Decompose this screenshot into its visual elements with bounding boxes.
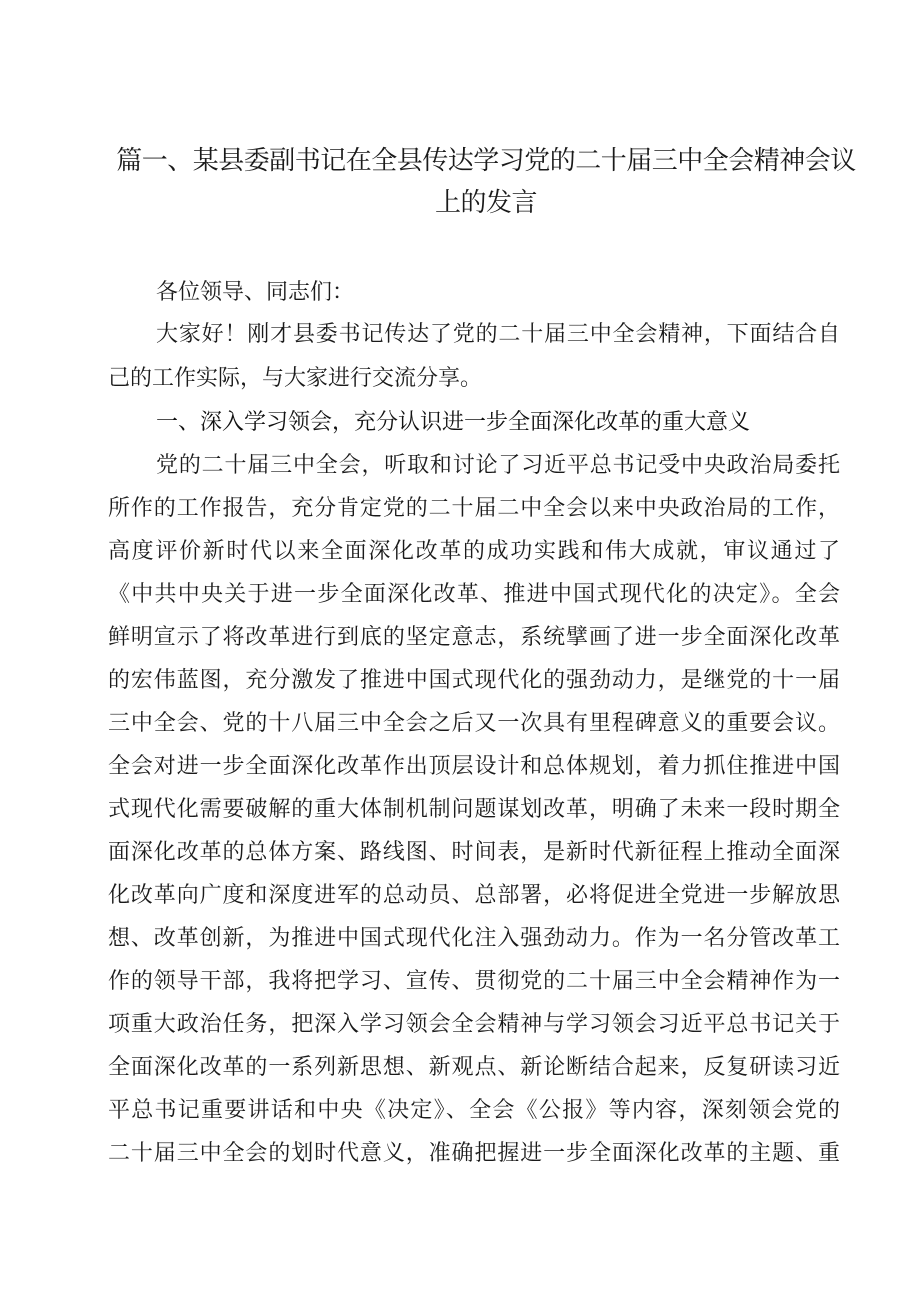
body-line: 二十届三中全会的划时代意义，准确把握进一步全面深化改革的主题、重 [108,1141,840,1166]
body-line: 鲜明宣示了将改革进行到底的坚定意志，系统擘画了进一步全面深化改革 [108,625,840,650]
section-1-heading: 一、深入学习领会，充分认识进一步全面深化改革的重大意义 [156,410,751,435]
body-line: 高度评价新时代以来全面深化改革的成功实践和伟大成就，审议通过了 [108,539,840,564]
body-line: 三中全会、党的十八届三中全会之后又一次具有里程碑意义的重要会议。 [108,711,840,736]
intro-line-2: 己的工作实际，与大家进行交流分享。 [108,366,483,391]
body-line: 化改革向广度和深度进军的总动员、总部署，必将促进全党进一步解放思 [108,883,840,908]
body-line: 所作的工作报告，充分肯定党的二十届二中全会以来中央政治局的工作， [108,496,840,521]
body-line: 式现代化需要破解的重大体制机制问题谋划改革，明确了未来一段时期全 [108,797,840,822]
body-line: 《中共中央关于进一步全面深化改革、推进中国式现代化的决定》。全会 [108,582,840,607]
body-line: 全会对进一步全面深化改革作出顶层设计和总体规划，着力抓住推进中国 [108,754,840,779]
body-line: 想、改革创新，为推进中国式现代化注入强劲动力。作为一名分管改革工 [108,926,840,951]
salutation: 各位领导、同志们： [156,280,355,305]
body-line: 的宏伟蓝图，充分激发了推进中国式现代化的强劲动力，是继党的十一届 [108,668,840,693]
document-title-line-1: 篇一、某县委副书记在全县传达学习党的二十届三中全会精神会议 [116,146,856,176]
body-line: 面深化改革的总体方案、路线图、时间表，是新时代新征程上推动全面深 [108,840,840,865]
body-line: 党的二十届三中全会，听取和讨论了习近平总书记受中央政治局委托 [156,453,840,478]
body-line: 平总书记重要讲话和中央《决定》、全会《公报》等内容，深刻领会党的 [108,1098,840,1123]
body-line: 项重大政治任务，把深入学习领会全会精神与学习领会习近平总书记关于 [108,1012,840,1037]
intro-line-1: 大家好！刚才县委书记传达了党的二十届三中全会精神，下面结合自 [156,322,840,347]
body-line: 作的领导干部，我将把学习、宣传、贯彻党的二十届三中全会精神作为一 [108,969,840,994]
body-line: 全面深化改革的一系列新思想、新观点、新论断结合起来，反复研读习近 [108,1055,840,1080]
document-title-line-2: 上的发言 [434,188,537,218]
